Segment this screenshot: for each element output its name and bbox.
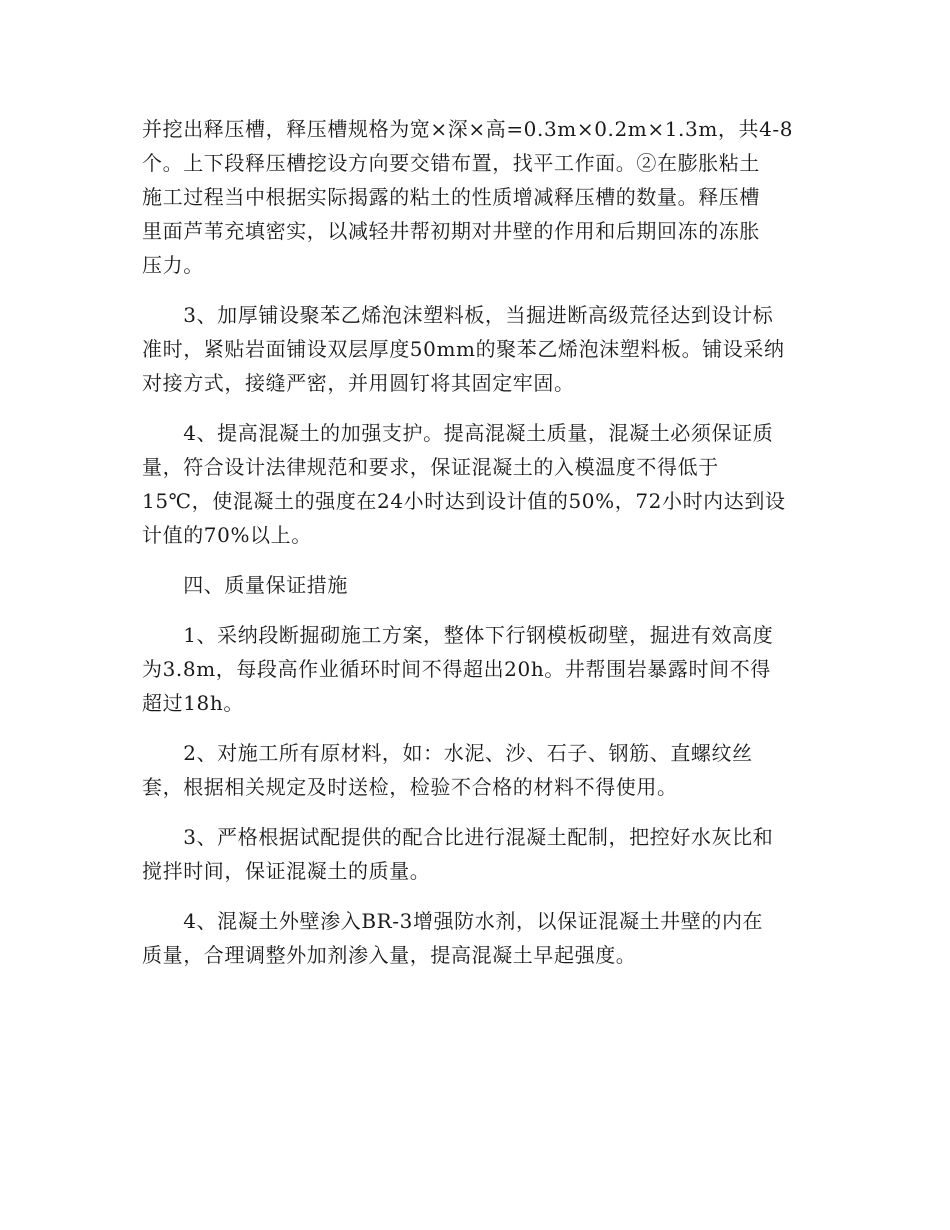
text-line: 对接方式，接缝严密，并用圆钉将其固定牢固。 bbox=[142, 371, 575, 395]
text-line: 准时，紧贴岩面铺设双层厚度50mm的聚苯乙烯泡沫塑料板。铺设采纳 bbox=[142, 337, 785, 361]
text-line: 为3.8m，每段高作业循环时间不得超出20h。井帮围岩暴露时间不得 bbox=[142, 657, 771, 681]
text-line: 4、提高混凝土的加强支护。提高混凝土质量，混凝土必须保证质 bbox=[142, 421, 774, 445]
text-line: 套，根据相关规定及时送检，检验不合格的材料不得使用。 bbox=[142, 775, 678, 799]
text-line: 15℃，使混凝土的强度在24小时达到设计值的50%，72小时内达到设 bbox=[142, 489, 786, 513]
text-line: 压力。 bbox=[142, 253, 204, 277]
text-line: 2、对施工所有原材料，如：水泥、沙、石子、钢筋、直螺纹丝 bbox=[142, 741, 753, 765]
paragraph-quality-3 bbox=[142, 820, 810, 888]
paragraph-concrete-support bbox=[142, 416, 810, 552]
text-line: 3、严格根据试配提供的配合比进行混凝土配制，把控好水灰比和 bbox=[142, 825, 774, 849]
text-line: 1、采纳段断掘砌施工方案，整体下行钢模板砌壁，掘进有效高度 bbox=[142, 623, 774, 647]
paragraph-quality-1 bbox=[142, 618, 810, 720]
text-line: 搅拌时间，保证混凝土的质量。 bbox=[142, 859, 431, 883]
paragraph-pressure-relief bbox=[142, 112, 810, 282]
text-line: 4、混凝土外壁渗入BR-3增强防水剂，以保证混凝土井壁的内在 bbox=[142, 909, 764, 933]
text-line: 3、加厚铺设聚苯乙烯泡沫塑料板，当掘进断高级荒径达到设计标 bbox=[142, 303, 774, 327]
heading-text: 四、质量保证措施 bbox=[142, 573, 348, 597]
text-line: 个。上下段释压槽挖设方向要交错布置，找平工作面。②在膨胀粘土 bbox=[142, 151, 760, 175]
paragraph-quality-4 bbox=[142, 904, 810, 972]
section-heading-quality bbox=[142, 568, 810, 602]
text-line: 施工过程当中根据实际揭露的粘土的性质增减释压槽的数量。释压槽 bbox=[142, 185, 760, 209]
document-body bbox=[142, 112, 810, 988]
text-line: 计值的70%以上。 bbox=[142, 523, 312, 547]
text-line: 量，符合设计法律规范和要求，保证混凝土的入模温度不得低于 bbox=[142, 455, 719, 479]
text-line: 并挖出释压槽，释压槽规格为宽×深×高=0.3m×0.2m×1.3m，共4-8 bbox=[142, 117, 794, 141]
text-line: 质量，合理调整外加剂渗入量，提高混凝土早起强度。 bbox=[142, 943, 637, 967]
text-line: 里面芦苇充填密实，以减轻井帮初期对井壁的作用和后期回冻的冻胀 bbox=[142, 219, 760, 243]
text-line: 超过18h。 bbox=[142, 691, 244, 715]
paragraph-foam-board bbox=[142, 298, 810, 400]
paragraph-quality-2 bbox=[142, 736, 810, 804]
